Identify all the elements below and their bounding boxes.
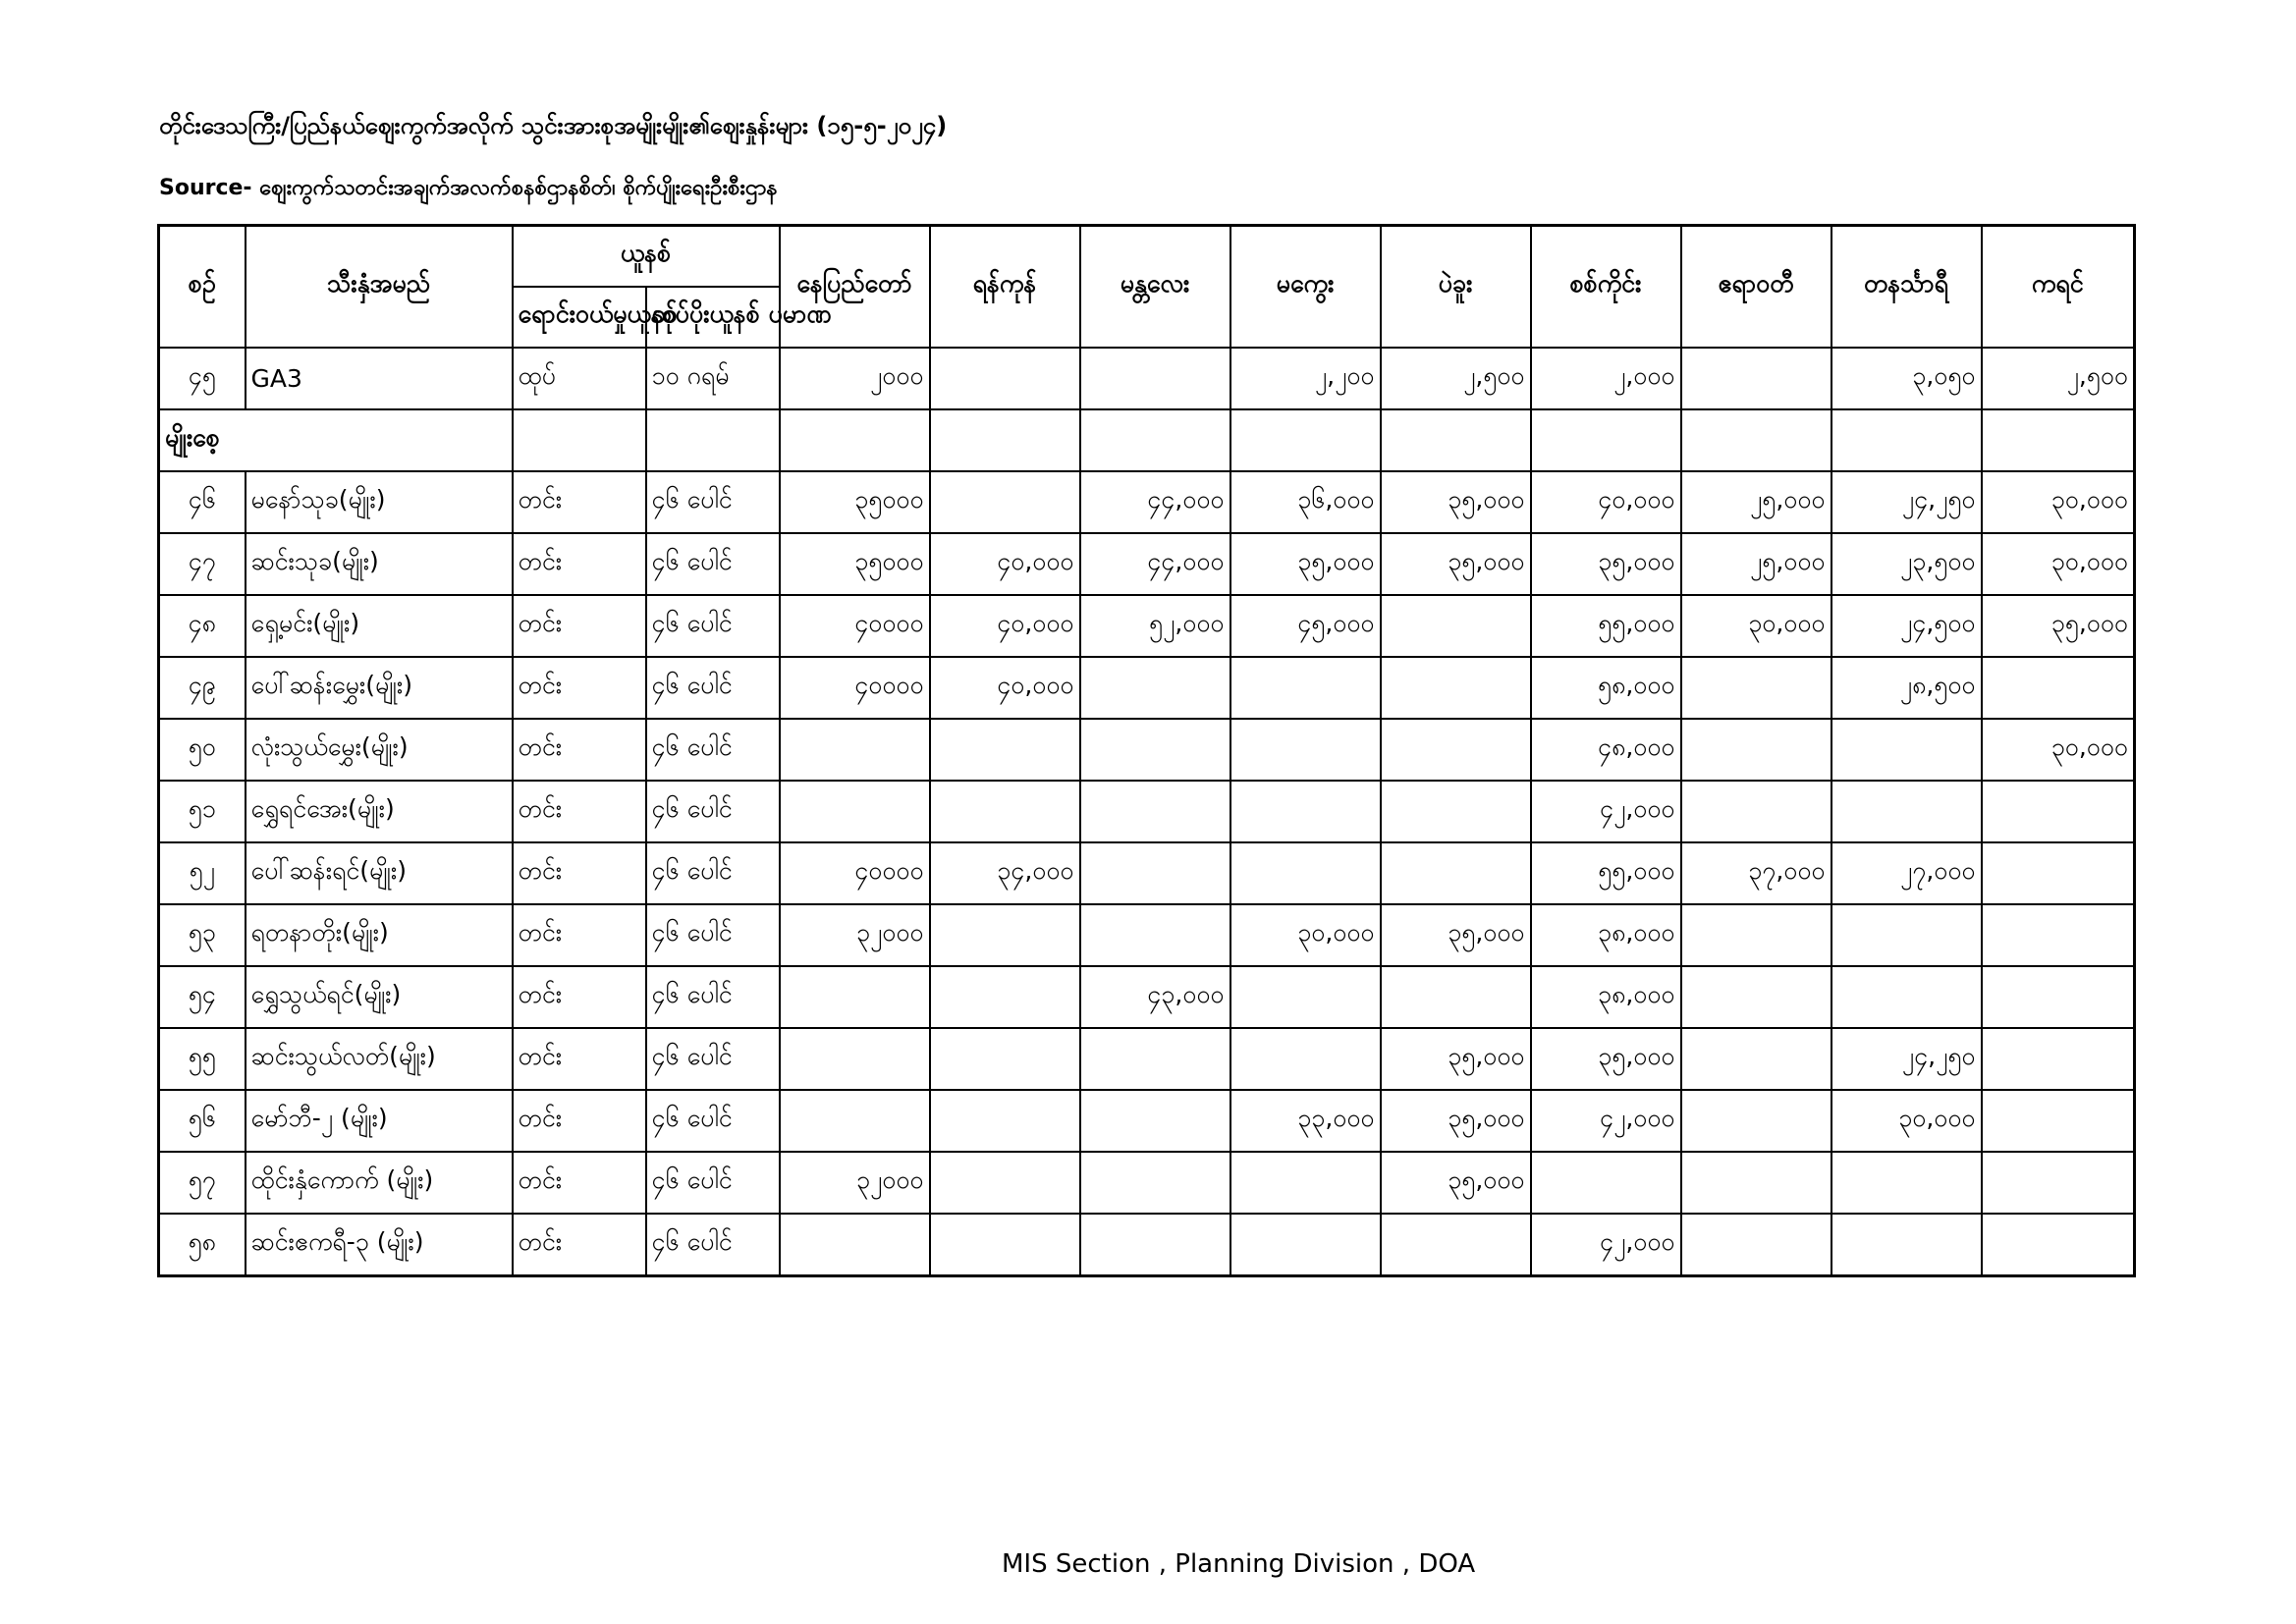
- row-no: ၄၇: [159, 533, 246, 595]
- table-row: [159, 1152, 2135, 1214]
- table-row: [159, 966, 2135, 1028]
- unit-cell: တင်း: [513, 595, 646, 657]
- page-title: တိုင်းဒေသကြီး/ပြည်နယ်ဈေးကွက်အလိုက် သွင်းအားစုအမျိုးမျိုး၏ဈေးနှုန်းများ (၁၅-၅-၂၀၂၄): [159, 112, 948, 139]
- price-cell: [1381, 719, 1531, 781]
- header-no: စဉ်: [159, 226, 246, 348]
- qty-cell: ၄၆ ပေါင်: [646, 533, 780, 595]
- price-cell: [1982, 1028, 2135, 1090]
- header-market-kayin: ကရင်: [1982, 226, 2135, 348]
- item-name: ပေါ်ဆန်းမွှေး(မျိုး): [246, 657, 513, 719]
- price-cell: [1080, 1152, 1230, 1214]
- item-name: GA3: [246, 348, 513, 409]
- price-cell: ၃၀,၀၀၀: [1230, 904, 1381, 966]
- row-no: ၄၅: [159, 348, 246, 409]
- price-cell: [1681, 348, 1831, 409]
- price-cell: ၃၅,၀၀၀: [1381, 1152, 1531, 1214]
- price-cell: [1080, 1214, 1230, 1276]
- price-cell: ၄၈,၀၀၀: [1531, 719, 1681, 781]
- table-row: [159, 904, 2135, 966]
- row-no: ၅၃: [159, 904, 246, 966]
- price-cell: ၂,၂၀၀: [1230, 348, 1381, 409]
- header-market-magway: မကွေး: [1230, 226, 1381, 348]
- table-row: [159, 719, 2135, 781]
- unit-cell: တင်း: [513, 842, 646, 904]
- price-cell: [930, 1028, 1080, 1090]
- unit-cell: တင်း: [513, 904, 646, 966]
- price-cell: ၃၅,၀၀၀: [1381, 533, 1531, 595]
- price-cell: [1982, 1152, 2135, 1214]
- price-cell: ၃၅၀၀၀: [780, 533, 930, 595]
- qty-cell: ၄၆ ပေါင်: [646, 842, 780, 904]
- price-cell: ၂,၅၀၀: [1381, 348, 1531, 409]
- price-cell: ၅၈,၀၀၀: [1531, 657, 1681, 719]
- qty-cell: ၄၆ ပေါင်: [646, 595, 780, 657]
- unit-cell: တင်း: [513, 1028, 646, 1090]
- item-name: ပေါ်ဆန်းရင်(မျိုး): [246, 842, 513, 904]
- price-cell: [780, 781, 930, 842]
- price-cell: [1080, 719, 1230, 781]
- section-label: မျိုးစေ့: [159, 409, 513, 471]
- price-cell: ၄၀၀၀၀: [780, 595, 930, 657]
- price-cell: [1681, 904, 1831, 966]
- unit-cell: တင်း: [513, 471, 646, 533]
- price-cell: ၃၅,၀၀၀: [1982, 595, 2135, 657]
- price-cell: [1381, 1214, 1531, 1276]
- price-cell: ၃၈,၀၀၀: [1531, 966, 1681, 1028]
- qty-cell: ၄၆ ပေါင်: [646, 966, 780, 1028]
- price-cell: [780, 1214, 930, 1276]
- empty-cell: [1230, 409, 1381, 471]
- row-no: ၄၈: [159, 595, 246, 657]
- price-cell: [1982, 1090, 2135, 1152]
- price-cell: ၄၂,၀၀၀: [1531, 1214, 1681, 1276]
- price-cell: ၃၂၀၀၀: [780, 1152, 930, 1214]
- price-cell: ၃၅,၀၀၀: [1381, 471, 1531, 533]
- price-cell: [1230, 1028, 1381, 1090]
- price-cell: ၃၀,၀၀၀: [1982, 719, 2135, 781]
- item-name: ဆင်းသုခ(မျိုး): [246, 533, 513, 595]
- price-cell: ၃၅,၀၀၀: [1381, 1028, 1531, 1090]
- price-cell: [930, 1214, 1080, 1276]
- item-name: ရွှေရင်အေး(မျိုး): [246, 781, 513, 842]
- row-no: ၄၉: [159, 657, 246, 719]
- empty-cell: [646, 409, 780, 471]
- price-cell: ၅၅,၀၀၀: [1531, 842, 1681, 904]
- price-cell: ၃၀,၀၀၀: [1831, 1090, 1982, 1152]
- header-market-naypyitaw: နေပြည်တော်: [780, 226, 930, 348]
- price-cell: [1381, 657, 1531, 719]
- qty-cell: ၄၆ ပေါင်: [646, 471, 780, 533]
- price-cell: ၃၆,၀၀၀: [1230, 471, 1381, 533]
- table-row: [159, 471, 2135, 533]
- price-cell: ၅၂,၀၀၀: [1080, 595, 1230, 657]
- qty-cell: ၁၀ ဂရမ်: [646, 348, 780, 409]
- price-cell: ၄၀,၀၀၀: [930, 657, 1080, 719]
- price-cell: ၃၈,၀၀၀: [1531, 904, 1681, 966]
- price-cell: [930, 904, 1080, 966]
- price-cell: [1080, 1090, 1230, 1152]
- price-cell: [1230, 842, 1381, 904]
- unit-cell: ထုပ်: [513, 348, 646, 409]
- price-cell: [1230, 1214, 1381, 1276]
- row-no: ၅၂: [159, 842, 246, 904]
- qty-cell: ၄၆ ပေါင်: [646, 1214, 780, 1276]
- price-cell: [1681, 1214, 1831, 1276]
- row-no: ၅၆: [159, 1090, 246, 1152]
- price-cell: ၄၀,၀၀၀: [1531, 471, 1681, 533]
- price-table: [157, 224, 2136, 1277]
- qty-cell: ၄၆ ပေါင်: [646, 1028, 780, 1090]
- empty-cell: [930, 409, 1080, 471]
- price-cell: [1831, 719, 1982, 781]
- price-cell: ၂၀၀၀: [780, 348, 930, 409]
- empty-cell: [780, 409, 930, 471]
- price-cell: [1681, 966, 1831, 1028]
- unit-cell: တင်း: [513, 533, 646, 595]
- price-cell: [930, 966, 1080, 1028]
- row-no: ၅၀: [159, 719, 246, 781]
- price-cell: [1080, 348, 1230, 409]
- unit-cell: တင်း: [513, 966, 646, 1028]
- header-market-sagaing: စစ်ကိုင်း: [1531, 226, 1681, 348]
- price-cell: ၄၂,၀၀၀: [1531, 1090, 1681, 1152]
- item-name: မော်ဘီ-၂ (မျိုး): [246, 1090, 513, 1152]
- empty-cell: [1831, 409, 1982, 471]
- price-cell: ၂၅,၀၀၀: [1681, 471, 1831, 533]
- item-name: ရွှေသွယ်ရင်(မျိုး): [246, 966, 513, 1028]
- price-cell: [1831, 781, 1982, 842]
- header-item: သီးနှံအမည်: [246, 226, 513, 348]
- price-cell: ၂,၅၀၀: [1982, 348, 2135, 409]
- empty-cell: [513, 409, 646, 471]
- qty-cell: ၄၆ ပေါင်: [646, 781, 780, 842]
- header-market-tanintharyi: တနင်္သာရီ: [1831, 226, 1982, 348]
- item-name: ရှေ့မင်း(မျိုး): [246, 595, 513, 657]
- price-cell: [1230, 1152, 1381, 1214]
- row-no: ၄၆: [159, 471, 246, 533]
- price-cell: ၄၃,၀၀၀: [1080, 966, 1230, 1028]
- price-cell: [1080, 657, 1230, 719]
- item-name: ဆင်းဧကရီ-၃ (မျိုး): [246, 1214, 513, 1276]
- price-cell: [1982, 904, 2135, 966]
- price-cell: [1080, 904, 1230, 966]
- price-cell: ၂၈,၅၀၀: [1831, 657, 1982, 719]
- price-cell: [1681, 781, 1831, 842]
- price-cell: [1080, 842, 1230, 904]
- table-row: [159, 1090, 2135, 1152]
- table-row: [159, 1028, 2135, 1090]
- price-cell: [930, 1152, 1080, 1214]
- price-cell: ၂၃,၅၀၀: [1831, 533, 1982, 595]
- header-unit-qty: ထုပ်ပိုးယူနစ် ပမာဏ: [646, 287, 780, 348]
- price-cell: [1982, 781, 2135, 842]
- price-cell: [1982, 657, 2135, 719]
- unit-cell: တင်း: [513, 1214, 646, 1276]
- price-cell: [930, 781, 1080, 842]
- table-row: [159, 657, 2135, 719]
- price-cell: [1381, 966, 1531, 1028]
- price-cell: ၃၇,၀၀၀: [1681, 842, 1831, 904]
- price-cell: [1681, 1028, 1831, 1090]
- item-name: လုံးသွယ်မွှေး(မျိုး): [246, 719, 513, 781]
- header-market-yangon: ရန်ကုန်: [930, 226, 1080, 348]
- price-cell: [930, 348, 1080, 409]
- price-cell: [1230, 657, 1381, 719]
- price-cell: ၄၄,၀၀၀: [1080, 533, 1230, 595]
- price-cell: ၃၅,၀၀၀: [1381, 904, 1531, 966]
- header-row-1: [159, 226, 2135, 287]
- price-cell: ၂၄,၂၅၀: [1831, 1028, 1982, 1090]
- footer-text: MIS Section , Planning Division , DOA: [1002, 1549, 1476, 1579]
- price-cell: [1230, 719, 1381, 781]
- price-cell: ၃၀,၀၀၀: [1681, 595, 1831, 657]
- price-cell: ၃၅,၀၀၀: [1531, 533, 1681, 595]
- price-cell: ၄၀,၀၀၀: [930, 533, 1080, 595]
- price-cell: [1381, 595, 1531, 657]
- price-cell: [1230, 781, 1381, 842]
- empty-cell: [1681, 409, 1831, 471]
- price-cell: ၄၀၀၀၀: [780, 842, 930, 904]
- table-row: [159, 348, 2135, 409]
- price-cell: ၅၅,၀၀၀: [1531, 595, 1681, 657]
- price-cell: ၃၃,၀၀၀: [1230, 1090, 1381, 1152]
- qty-cell: ၄၆ ပေါင်: [646, 1152, 780, 1214]
- price-cell: [1681, 1090, 1831, 1152]
- item-name: ဆင်းသွယ်လတ်(မျိုး): [246, 1028, 513, 1090]
- price-cell: [1080, 1028, 1230, 1090]
- unit-cell: တင်း: [513, 1152, 646, 1214]
- price-cell: [1381, 842, 1531, 904]
- row-no: ၅၇: [159, 1152, 246, 1214]
- price-cell: [1681, 1152, 1831, 1214]
- item-name: ရတနာတိုး(မျိုး): [246, 904, 513, 966]
- price-cell: ၃၄,၀၀၀: [930, 842, 1080, 904]
- unit-cell: တင်း: [513, 719, 646, 781]
- qty-cell: ၄၆ ပေါင်: [646, 719, 780, 781]
- price-cell: [930, 719, 1080, 781]
- header-unit-pack: ရောင်းဝယ်မှုယူနစ်: [513, 287, 646, 348]
- unit-cell: တင်း: [513, 657, 646, 719]
- table-row: [159, 781, 2135, 842]
- price-cell: ၃၅,၀၀၀: [1531, 1028, 1681, 1090]
- price-cell: ၂၄,၅၀၀: [1831, 595, 1982, 657]
- price-cell: ၂,၀၀၀: [1531, 348, 1681, 409]
- price-cell: ၃,၀၅၀: [1831, 348, 1982, 409]
- price-cell: ၃၅,၀၀၀: [1381, 1090, 1531, 1152]
- header-unit-group: ယူနစ်: [513, 226, 780, 287]
- price-cell: [780, 1090, 930, 1152]
- price-cell: [1982, 842, 2135, 904]
- qty-cell: ၄၆ ပေါင်: [646, 904, 780, 966]
- price-cell: [780, 1028, 930, 1090]
- table-row: [159, 595, 2135, 657]
- price-cell: ၄၀၀၀၀: [780, 657, 930, 719]
- price-cell: ၂၅,၀၀၀: [1681, 533, 1831, 595]
- qty-cell: ၄၆ ပေါင်: [646, 1090, 780, 1152]
- table-row: [159, 842, 2135, 904]
- price-cell: [1831, 966, 1982, 1028]
- price-cell: ၂၄,၂၅၀: [1831, 471, 1982, 533]
- price-cell: ၃၅၀၀၀: [780, 471, 930, 533]
- empty-cell: [1381, 409, 1531, 471]
- empty-cell: [1982, 409, 2135, 471]
- price-cell: [1531, 1152, 1681, 1214]
- price-cell: [1831, 904, 1982, 966]
- price-cell: [1681, 719, 1831, 781]
- price-cell: ၄၄,၀၀၀: [1080, 471, 1230, 533]
- row-no: ၅၁: [159, 781, 246, 842]
- empty-cell: [1531, 409, 1681, 471]
- price-cell: [930, 471, 1080, 533]
- price-cell: [1681, 657, 1831, 719]
- price-cell: ၄၅,၀၀၀: [1230, 595, 1381, 657]
- section-row: [159, 409, 2135, 471]
- table-row: [159, 1214, 2135, 1276]
- price-cell: ၄၂,၀၀၀: [1531, 781, 1681, 842]
- header-market-mandalay: မန္တလေး: [1080, 226, 1230, 348]
- price-cell: ၃၂၀၀၀: [780, 904, 930, 966]
- price-cell: [780, 966, 930, 1028]
- row-no: ၅၈: [159, 1214, 246, 1276]
- price-cell: [1982, 1214, 2135, 1276]
- source-line: Source- ဈေးကွက်သတင်းအချက်အလက်စနစ်ဌာနစိတ်၊ စိုက်ပျိုးရေးဦးစီးဌာန: [159, 176, 778, 200]
- header-market-bago: ပဲခူး: [1381, 226, 1531, 348]
- unit-cell: တင်း: [513, 781, 646, 842]
- price-cell: [780, 719, 930, 781]
- table-row: [159, 533, 2135, 595]
- qty-cell: ၄၆ ပေါင်: [646, 657, 780, 719]
- price-cell: [1230, 966, 1381, 1028]
- row-no: ၅၄: [159, 966, 246, 1028]
- price-cell: [1381, 781, 1531, 842]
- row-no: ၅၅: [159, 1028, 246, 1090]
- unit-cell: တင်း: [513, 1090, 646, 1152]
- item-name: ထိုင်းနှံကောက် (မျိုး): [246, 1152, 513, 1214]
- price-cell: [1831, 1152, 1982, 1214]
- price-cell: [1982, 966, 2135, 1028]
- price-cell: [930, 1090, 1080, 1152]
- price-cell: ၃၀,၀၀၀: [1982, 471, 2135, 533]
- price-cell: [1080, 781, 1230, 842]
- price-cell: [1831, 1214, 1982, 1276]
- table-body: [159, 348, 2135, 1276]
- price-cell: ၃၀,၀၀၀: [1982, 533, 2135, 595]
- price-cell: ၂၇,၀၀၀: [1831, 842, 1982, 904]
- header-market-ayeyarwady: ဧရာဝတီ: [1681, 226, 1831, 348]
- price-cell: ၄၀,၀၀၀: [930, 595, 1080, 657]
- item-name: မနော်သုခ(မျိုး): [246, 471, 513, 533]
- price-cell: ၃၅,၀၀၀: [1230, 533, 1381, 595]
- empty-cell: [1080, 409, 1230, 471]
